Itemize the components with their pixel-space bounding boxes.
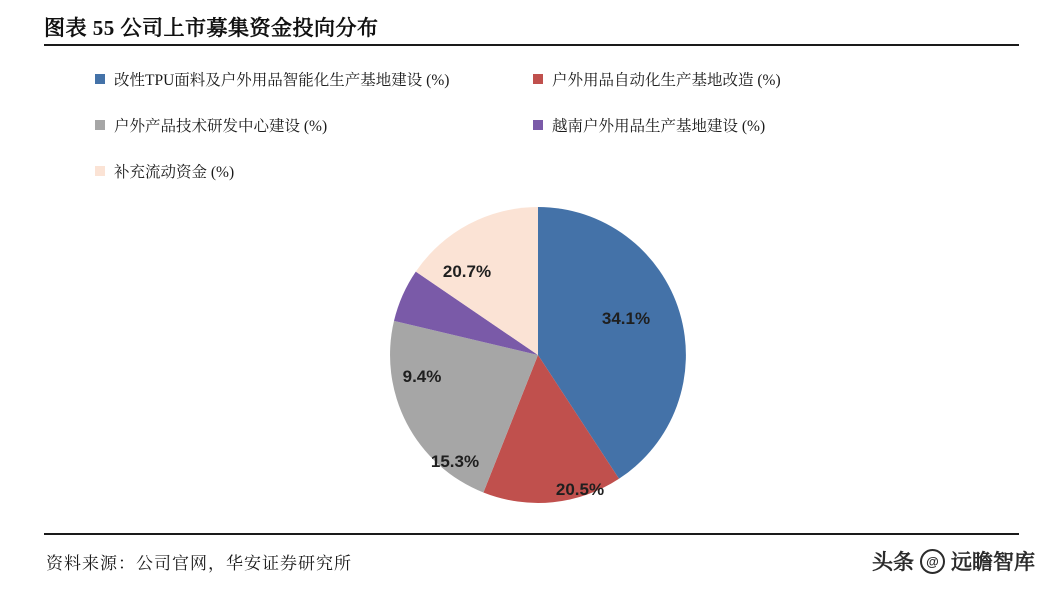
legend-swatch-0 (95, 74, 105, 84)
legend-swatch-4 (95, 166, 105, 176)
title-divider (44, 44, 1019, 46)
watermark-account: 远瞻智库 (951, 550, 1035, 574)
at-icon: @ (920, 549, 945, 574)
pie-data-label-2: 15.3% (430, 452, 480, 471)
legend-label-3: 越南户外用品生产基地建设 (%) (552, 118, 766, 135)
pie-data-label-3: 9.4% (402, 367, 442, 386)
legend-item-1[interactable] (533, 68, 781, 90)
legend-item-0[interactable] (95, 68, 449, 90)
pie-data-label-4: 20.7% (442, 262, 492, 281)
watermark-platform: 头条 (872, 550, 914, 574)
legend-label-0: 改性TPU面料及户外用品智能化生产基地建设 (%) (114, 72, 450, 89)
legend-item-3[interactable] (533, 114, 765, 136)
legend-row-2 (95, 114, 975, 160)
footer-divider (44, 533, 1019, 535)
source-note: 资料来源：公司官网，华安证券研究所 (46, 554, 352, 573)
watermark (872, 546, 1035, 576)
page-title (44, 12, 1019, 42)
legend-label-4: 补充流动资金 (%) (114, 164, 235, 181)
legend-row-1 (95, 68, 975, 114)
legend-label-1: 户外用品自动化生产基地改造 (%) (552, 72, 781, 89)
legend-swatch-3 (533, 120, 543, 130)
legend-item-4[interactable] (95, 160, 234, 182)
page-title-text: 图表 55 公司上市募集资金投向分布 (44, 16, 379, 40)
legend-label-2: 户外产品技术研发中心建设 (%) (114, 118, 328, 135)
pie-data-label-0: 34.1% (601, 309, 651, 328)
pie-chart (383, 200, 693, 510)
pie-data-label-1: 20.5% (555, 480, 605, 499)
legend-swatch-2 (95, 120, 105, 130)
chart-legend (95, 68, 975, 206)
legend-swatch-1 (533, 74, 543, 84)
legend-item-2[interactable] (95, 114, 327, 136)
pie-chart-area (0, 200, 1063, 520)
